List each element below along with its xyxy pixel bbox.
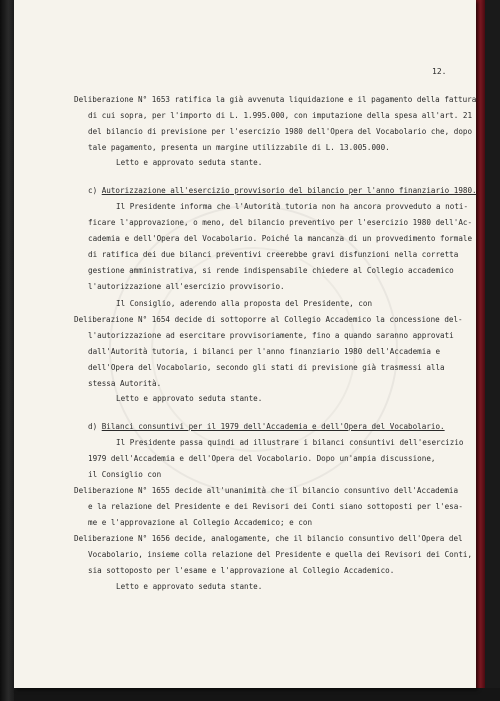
section-c-heading-text: Autorizzazione all'esercizio provvisorio del bilancio per l'anno finanziario 1980.	[101, 186, 477, 195]
section-d-heading	[88, 422, 445, 431]
text-line: Deliberazione N° 1654 decide di sottoporre al Collegio Accademico la concessione del-	[74, 315, 463, 324]
book-binding	[0, 0, 14, 701]
text-line: Deliberazione N° 1655 decide all'unanimità che il bilancio consuntivo dell'Accademia	[74, 486, 459, 495]
approval-line: Letto e approvato seduta stante.	[116, 394, 263, 403]
section-d-prefix: d)	[88, 422, 102, 431]
section-c-prefix: c)	[88, 186, 102, 195]
text-line: e la relazione del Presidente e dei Revisori dei Conti siano sottoposti per l'esa-	[88, 502, 463, 511]
text-line: cademia e dell'Opera del Vocabolario. Poiché la mancanza di un provvedimento formale	[88, 234, 473, 243]
text-line: ficare l'approvazione, o meno, del bilancio preventivo per l'esercizio 1980 dell'Ac-	[88, 218, 473, 227]
text-line: Vocabolario, insieme colla relazione del Presidente e quella dei Revisori dei Conti,	[88, 550, 473, 559]
background-bottom	[14, 688, 500, 701]
text-line: il Consiglio con	[88, 470, 162, 479]
text-line: di cui sopra, per l'importo di L. 1.995.000, con imputazione della spesa all'art. 21	[88, 111, 473, 120]
section-c-heading	[88, 186, 477, 195]
text-line: l'autorizzazione ad esercitare provvisoriamente, fino a quando saranno approvati	[88, 331, 454, 340]
approval-line: Letto e approvato seduta stante.	[116, 582, 263, 591]
text-line: tale pagamento, presenta un margine utilizzabile di L. 13.005.000.	[88, 143, 390, 152]
approval-line: Letto e approvato seduta stante.	[116, 158, 263, 167]
text-line: di ratifica dei due bilanci preventivi creerebbe gravi disfunzioni nella corretta	[88, 250, 459, 259]
text-line: sia sottoposto per l'esame e l'approvazione al Collegio Accademico.	[88, 566, 395, 575]
text-line: dell'Opera del Vocabolario, secondo gli stati di previsione già trasmessi alla	[88, 363, 445, 372]
page-number: 12.	[432, 67, 447, 76]
text-line: 1979 dell'Accademia e dell'Opera del Vocabolario. Dopo un'ampia discussione,	[88, 454, 436, 463]
text-line: Deliberazione N° 1656 decide, analogamente, che il bilancio consuntivo dell'Opera del	[74, 534, 463, 543]
text-line: stessa Autorità.	[88, 379, 162, 388]
text-line: gestione amministrativa, si rende indispensabile chiedere al Collegio accademico	[88, 266, 454, 275]
text-line: Il Presidente passa quindi ad illustrare i bilanci consuntivi dell'esercizio	[116, 438, 464, 447]
text-line: l'autorizzazione all'esercizio provvisorio.	[88, 282, 285, 291]
document-page	[14, 0, 476, 688]
text-line: Il Consiglio, aderendo alla proposta del Presidente, con	[116, 299, 373, 308]
text-line: Il Presidente informa che l'Autorità tutoria non ha ancora provveduto a noti-	[116, 202, 469, 211]
text-line: dall'Autorità tutoria, i bilanci per l'anno finanziario 1980 dell'Accademia e	[88, 347, 441, 356]
text-line: Deliberazione N° 1653 ratifica la già avvenuta liquidazione e il pagamento della fattura	[74, 95, 477, 104]
background-edge	[485, 0, 500, 701]
section-d-heading-text: Bilanci consuntivi per il 1979 dell'Accademia e dell'Opera del Vocabolario.	[101, 422, 445, 431]
book-cover-edge	[476, 0, 485, 688]
text-line: del bilancio di previsione per l'esercizio 1980 dell'Opera del Vocabolario che, dopo	[88, 127, 473, 136]
text-line: me e l'approvazione al Collegio Accademico; e con	[88, 518, 313, 527]
